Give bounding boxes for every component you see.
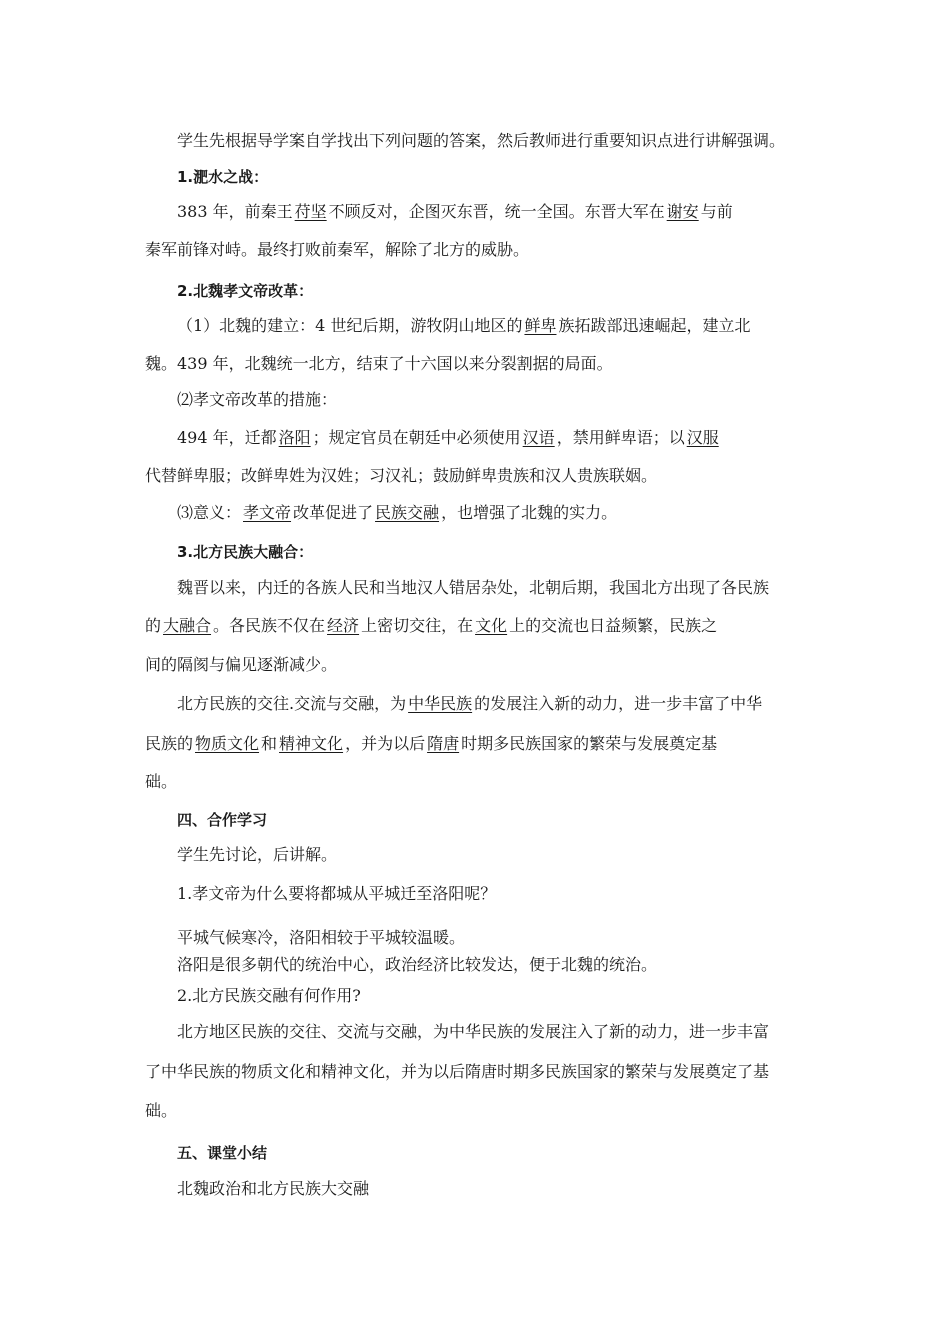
s4-intro: 学生先讨论，后讲解。 xyxy=(177,845,338,864)
s3-b-line-1: 北方民族的交往.交流与交融，为 中华民族 的发展注入新的动力，进一步丰富了中华 xyxy=(177,694,763,713)
s2-p4: ⑶意义： 孝文帝 改革促进了 民族交融 ，也增强了北魏的实力。 xyxy=(177,503,618,522)
s5-summary: 北魏政治和北方民族大交融 xyxy=(177,1179,370,1198)
blank-luoyang: 洛阳 xyxy=(278,428,311,447)
s4-question-2: 2.北方民族交融有何作用? xyxy=(177,986,361,1005)
s2-p1-line-1: （1）北魏的建立：4 世纪后期，游牧阴山地区的 鲜卑 族拓跋部迅速崛起，建立北 xyxy=(177,316,751,335)
s3-b-line-2: 民族的 物质文化 和 精神文化 ，并为以后 隋唐 时期多民族国家的繁荣与发展奠定基 xyxy=(145,734,718,753)
s4-answer-2-line-1: 北方地区民族的交往、交流与交融，为中华民族的发展注入了新的动力，进一步丰富 xyxy=(177,1022,770,1041)
blank-hanfu: 汉服 xyxy=(686,428,719,447)
blank-zhonghua: 中华民族 xyxy=(408,694,473,713)
blank-fujian: 苻坚 xyxy=(294,202,327,221)
blank-xiaowendi: 孝文帝 xyxy=(243,503,292,522)
blank-jingji: 经济 xyxy=(327,616,360,635)
section-2-heading: 2.北魏孝文帝改革： xyxy=(177,282,314,300)
s3-b-line-3: 础。 xyxy=(145,772,178,791)
intro-text: 学生先根据导学案自学找出下列问题的答案，然后教师进行重要知识点进行讲解强调。 xyxy=(177,131,786,150)
section-5-heading: 五、课堂小结 xyxy=(177,1144,268,1162)
s1-line-2: 秦军前锋对峙。最终打败前秦军，解除了北方的威胁。 xyxy=(145,240,530,259)
blank-xianbei: 鲜卑 xyxy=(524,316,557,335)
s3-a-line-1: 魏晋以来，内迁的各族人民和当地汉人错居杂处，北朝后期，我国北方出现了各民族 xyxy=(177,578,770,597)
blank-hanyu: 汉语 xyxy=(522,428,555,447)
s3-a-line-2: 的 大融合 。各民族不仅在 经济 上密切交往，在 文化 上的交流也日益频繁，民族之 xyxy=(145,616,718,635)
s4-answer-1-line-2: 洛阳是很多朝代的统治中心，政治经济比较发达，便于北魏的统治。 xyxy=(177,955,658,974)
s4-answer-2-line-3: 础。 xyxy=(145,1101,178,1120)
section-3-heading: 3.北方民族大融合： xyxy=(177,543,314,561)
blank-suitang: 隋唐 xyxy=(427,734,460,753)
section-4-heading: 四、合作学习 xyxy=(177,811,268,829)
section-1-heading: 1.淝水之战： xyxy=(177,168,269,186)
s4-answer-2-line-2: 了中华民族的物质文化和精神文化，并为以后隋唐时期多民族国家的繁荣与发展奠定了基 xyxy=(145,1062,770,1081)
s4-answer-1-line-1: 平城气候寒冷，洛阳相较于平城较温暖。 xyxy=(177,928,466,947)
blank-wenhua: 文化 xyxy=(475,616,508,635)
s4-question-1: 1.孝文帝为什么要将都城从平城迁至洛阳呢？ xyxy=(177,884,497,903)
s2-p1-line-2: 魏。439 年，北魏统一北方，结束了十六国以来分裂割据的局面。 xyxy=(145,354,613,373)
blank-jingshen: 精神文化 xyxy=(279,734,344,753)
blank-xiean: 谢安 xyxy=(666,202,699,221)
blank-minzujiaorong: 民族交融 xyxy=(375,503,440,522)
blank-darongh: 大融合 xyxy=(163,616,212,635)
s2-p2: ⑵孝文帝改革的措施： xyxy=(177,390,338,409)
s1-line-1: 383 年，前秦王 苻坚 不顾反对，企图灭东晋，统一全国。东晋大军在 谢安 与前 xyxy=(177,202,733,221)
s3-a-line-3: 间的隔阂与偏见逐渐减少。 xyxy=(145,655,338,674)
s2-p3-line-1: 494 年，迁都 洛阳 ；规定官员在朝廷中必须使用 汉语 ，禁用鲜卑语；以 汉服 xyxy=(177,428,719,447)
s2-p3-line-2: 代替鲜卑服；改鲜卑姓为汉姓；习汉礼；鼓励鲜卑贵族和汉人贵族联姻。 xyxy=(145,466,658,485)
blank-wuzhi: 物质文化 xyxy=(195,734,260,753)
